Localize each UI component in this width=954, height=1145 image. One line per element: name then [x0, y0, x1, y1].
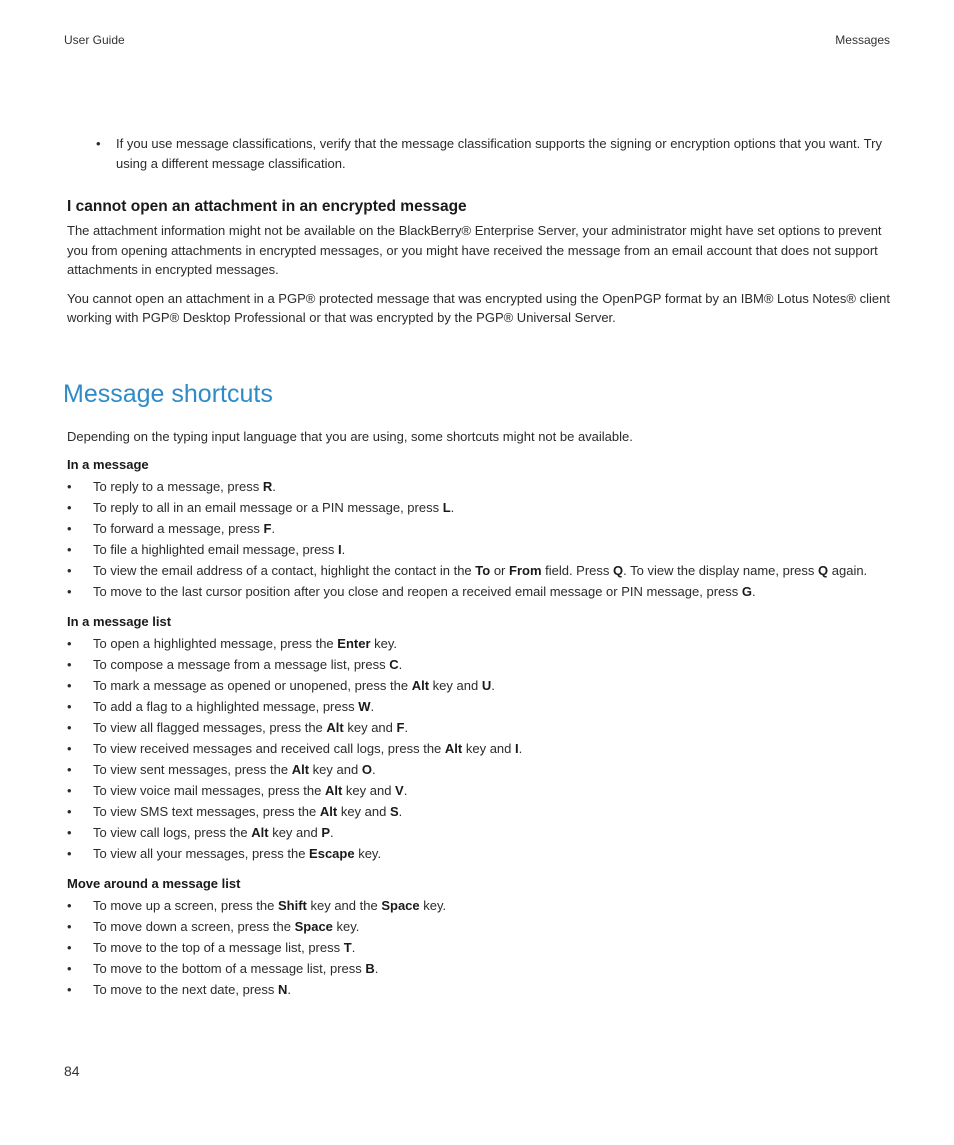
shortcut-item: • To move to the next date, press N.	[67, 979, 897, 1000]
bullet-icon: •	[67, 500, 72, 515]
troubleshooting-section	[67, 198, 893, 337]
section-heading: I cannot open an attachment in an encrypted message	[67, 198, 467, 215]
key-label: O	[361, 762, 372, 777]
shortcut-list	[67, 895, 897, 1000]
bullet-icon: •	[67, 961, 72, 976]
key-label: Alt	[444, 741, 463, 756]
bullet-icon: •	[67, 542, 72, 557]
key-label: Alt	[251, 825, 269, 840]
bullet-icon: •	[67, 636, 72, 651]
bullet-icon: •	[67, 479, 72, 494]
shortcut-item: • To move down a screen, press the Space key.	[67, 916, 897, 937]
key-label: To	[475, 563, 491, 578]
shortcut-item: • To compose a message from a message list, press C.	[67, 654, 897, 675]
bullet-icon: •	[67, 804, 72, 819]
key-label: G	[741, 584, 753, 599]
bullet-icon: •	[67, 720, 72, 735]
key-label: Q	[818, 563, 829, 578]
header-title: User Guide	[64, 33, 125, 47]
key-label: Shift	[277, 898, 307, 913]
bullet-icon: •	[67, 741, 72, 756]
bullet-icon: •	[67, 825, 72, 840]
key-label: Alt	[411, 678, 430, 693]
key-label: R	[262, 479, 273, 494]
header-section: Messages	[835, 33, 890, 47]
key-label: T	[343, 940, 352, 955]
bullet-text: If you use message classifications, verify that the message classification supports the signing or encryption options that you want. Try using a different message classification.	[116, 136, 882, 171]
key-label: Space	[381, 898, 420, 913]
bullet-icon: •	[67, 898, 72, 913]
key-label: I	[337, 542, 342, 557]
bullet-icon: •	[67, 982, 72, 997]
key-label: L	[442, 500, 451, 515]
key-label: C	[389, 657, 399, 672]
section-intro: Depending on the typing input language that you are using, some shortcuts might not be available.	[67, 429, 633, 444]
bullet-icon: •	[67, 783, 72, 798]
shortcut-group-move-around	[67, 875, 897, 1000]
key-label: Alt	[326, 720, 344, 735]
top-bullet-item	[96, 134, 892, 173]
shortcut-group-in-message	[67, 456, 897, 602]
key-label: Space	[294, 919, 333, 934]
shortcut-item: • To add a flag to a highlighted message, press W.	[67, 696, 897, 717]
shortcut-item: • To move up a screen, press the Shift key and the Space key.	[67, 895, 897, 916]
bullet-icon: •	[67, 846, 72, 861]
shortcut-list	[67, 476, 897, 602]
shortcut-group-message-list	[67, 613, 897, 864]
key-label: N	[278, 982, 288, 997]
paragraph: The attachment information might not be available on the BlackBerry® Enterprise Server, your administrator might have set options to prevent you from opening attachments in encrypted messages, or you might have received the message from an email account that does not support attachments in encrypted messages.	[67, 223, 882, 277]
key-label: Alt	[291, 762, 310, 777]
bullet-icon: •	[67, 521, 72, 536]
shortcut-item: • To move to the top of a message list, press T.	[67, 937, 897, 958]
key-label: B	[365, 961, 375, 976]
shortcut-item: • To view all flagged messages, press the Alt key and F.	[67, 717, 897, 738]
shortcut-item: • To forward a message, press F.	[67, 518, 897, 539]
bullet-icon: •	[67, 699, 72, 714]
key-label: I	[515, 741, 519, 756]
key-label: F	[396, 720, 405, 735]
group-heading: In a message list	[67, 614, 172, 629]
key-label: P	[321, 825, 331, 840]
key-label: Q	[613, 563, 624, 578]
section-title: Message shortcuts	[63, 380, 273, 408]
key-label: Alt	[319, 804, 338, 819]
paragraph: You cannot open an attachment in a PGP® protected message that was encrypted using the OpenPGP format by an IBM® Lotus Notes® client working with PGP® Desktop Professional or that was encrypted by the PGP® Universal Server.	[67, 290, 890, 325]
key-label: Alt	[324, 783, 343, 798]
bullet-icon: •	[67, 678, 72, 693]
shortcut-item: • To move to the bottom of a message list, press B.	[67, 958, 897, 979]
key-label: W	[358, 699, 371, 714]
bullet-icon: •	[67, 657, 72, 672]
bullet-icon: •	[67, 919, 72, 934]
shortcut-item: • To view all your messages, press the Escape key.	[67, 843, 897, 864]
key-label: U	[481, 678, 492, 693]
bullet-icon: •	[67, 940, 72, 955]
key-label: Escape	[309, 846, 355, 861]
shortcut-item: • To view the email address of a contact, highlight the contact in the To or From field. Press Q. To view the display name, press Q again.	[67, 560, 897, 581]
group-heading: Move around a message list	[67, 876, 241, 891]
bullet-icon: •	[67, 584, 72, 599]
shortcut-item: • To reply to a message, press R.	[67, 476, 897, 497]
shortcut-item: • To open a highlighted message, press the Enter key.	[67, 633, 897, 654]
key-label: Enter	[337, 636, 371, 651]
page-number: 84	[64, 1063, 80, 1079]
shortcut-item: • To move to the last cursor position after you close and reopen a received email message or PIN message, press G.	[67, 581, 897, 602]
shortcut-item: • To reply to all in an email message or a PIN message, press L.	[67, 497, 897, 518]
shortcut-item: • To view SMS text messages, press the Alt key and S.	[67, 801, 897, 822]
shortcut-item: • To view call logs, press the Alt key and P.	[67, 822, 897, 843]
bullet-icon: •	[67, 563, 72, 578]
shortcut-item: • To view received messages and received call logs, press the Alt key and I.	[67, 738, 897, 759]
shortcut-item: • To view voice mail messages, press the Alt key and V.	[67, 780, 897, 801]
shortcut-item: • To view sent messages, press the Alt key and O.	[67, 759, 897, 780]
shortcut-list	[67, 633, 897, 864]
key-label: From	[509, 563, 542, 578]
shortcut-item: • To file a highlighted email message, press I.	[67, 539, 897, 560]
shortcut-item: • To mark a message as opened or unopened, press the Alt key and U.	[67, 675, 897, 696]
key-label: V	[395, 783, 404, 798]
bullet-icon: •	[67, 762, 72, 777]
bullet-icon: •	[96, 136, 101, 151]
key-label: S	[389, 804, 399, 819]
group-heading: In a message	[67, 457, 149, 472]
key-label: F	[263, 521, 272, 536]
